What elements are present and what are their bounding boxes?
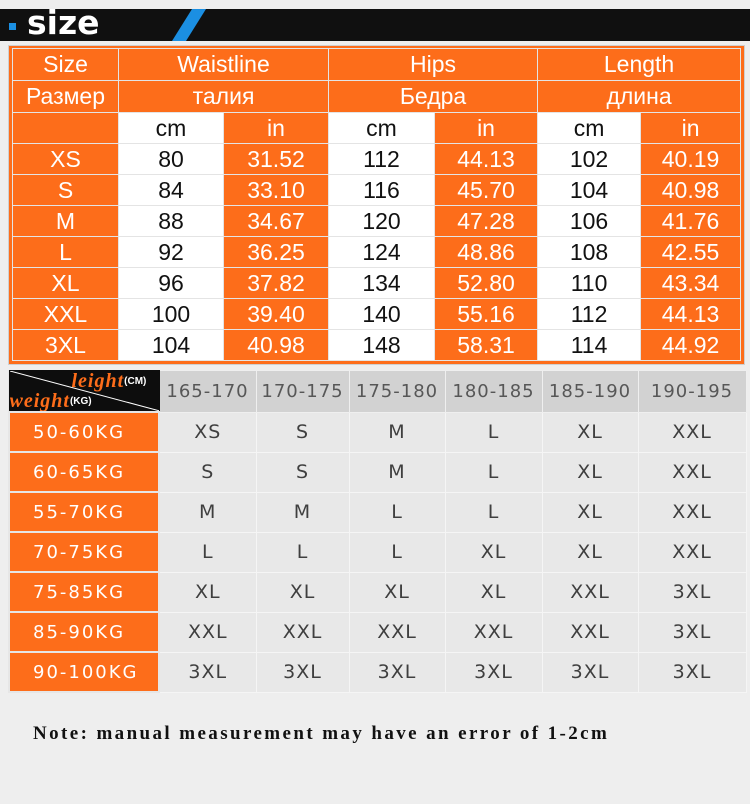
waist-in-cell: 37.82 [224,268,329,299]
fit-row [9,452,746,492]
height-header-row [9,371,746,413]
hips-cm-cell: 140 [329,299,435,330]
length-cm-cell: 112 [538,299,641,330]
hips-in-cell: 52.80 [435,268,538,299]
recommended-size-cell: XXL [445,612,542,652]
length-in-cell: 40.19 [641,144,741,175]
recommended-size-cell: M [159,492,256,532]
size-row [13,144,741,175]
fit-row [9,412,746,452]
waist-cm-cell: 88 [119,206,224,237]
waist-cm-cell: 104 [119,330,224,361]
size-row [13,299,741,330]
hips-header: Hips [329,49,538,81]
size-row [13,268,741,299]
weight-range-label: 50-60KG [9,412,159,452]
size-chart-panel [8,45,745,365]
height-range-header: 185-190 [542,371,638,413]
fit-row [9,532,746,572]
height-range-header: 190-195 [638,371,746,413]
length-in-cell: 42.55 [641,237,741,268]
unit-cm-header: cm [329,113,435,144]
recommended-size-cell: XL [542,532,638,572]
recommended-size-cell: XXL [349,612,445,652]
recommended-size-cell: L [349,492,445,532]
unit-cm-header: cm [538,113,641,144]
recommended-size-cell: XL [542,412,638,452]
hips-in-cell: 44.13 [435,144,538,175]
height-range-header: 165-170 [159,371,256,413]
waist-cm-cell: 100 [119,299,224,330]
hips-cm-cell: 148 [329,330,435,361]
recommended-size-cell: XXL [638,492,746,532]
recommended-size-cell: XXL [542,612,638,652]
recommended-size-cell: S [159,452,256,492]
height-range-header: 180-185 [445,371,542,413]
recommended-size-cell: XXL [638,532,746,572]
hips-in-cell: 47.28 [435,206,538,237]
weight-range-label: 85-90KG [9,612,159,652]
recommended-size-cell: L [159,532,256,572]
size-label: M [13,206,119,237]
length-in-cell: 43.34 [641,268,741,299]
recommended-size-cell: 3XL [638,572,746,612]
recommended-size-cell: L [445,412,542,452]
recommended-size-cell: 3XL [256,652,349,692]
waist-cm-cell: 84 [119,175,224,206]
recommended-size-cell: XL [445,532,542,572]
recommended-size-cell: XXL [542,572,638,612]
recommended-size-cell: XXL [638,452,746,492]
recommended-size-cell: XS [159,412,256,452]
weight-range-label: 55-70KG [9,492,159,532]
recommended-size-cell: L [445,492,542,532]
header-row-ru [13,81,741,113]
unit-row-spacer [13,113,119,144]
hips-in-cell: 55.16 [435,299,538,330]
unit-in-header: in [435,113,538,144]
recommended-size-cell: M [349,452,445,492]
recommended-size-cell: XXL [159,612,256,652]
waist-in-cell: 34.67 [224,206,329,237]
hips-in-cell: 48.86 [435,237,538,268]
size-row [13,237,741,268]
recommended-size-cell: M [256,492,349,532]
size-label: XS [13,144,119,175]
length-in-cell: 40.98 [641,175,741,206]
bullet-square-icon [9,23,16,30]
hips-cm-cell: 112 [329,144,435,175]
height-weight-size-table [8,370,747,693]
weight-range-label: 90-100KG [9,652,159,692]
size-label: XXL [13,299,119,330]
recommended-size-cell: L [256,532,349,572]
size-label: 3XL [13,330,119,361]
recommended-size-cell: S [256,452,349,492]
weight-range-label: 70-75KG [9,532,159,572]
waist-cm-cell: 92 [119,237,224,268]
height-axis-label [72,371,147,392]
fit-row [9,492,746,532]
fit-row [9,572,746,612]
unit-in-header: in [641,113,741,144]
hips-in-cell: 58.31 [435,330,538,361]
weight-axis-label [10,391,92,411]
waist-cm-cell: 96 [119,268,224,299]
fit-row [9,612,746,652]
size-measurement-table [12,48,741,361]
unit-in-header: in [224,113,329,144]
waist-in-cell: 39.40 [224,299,329,330]
unit-row [13,113,741,144]
height-range-header: 170-175 [256,371,349,413]
banner-accent-stripe [172,9,206,41]
recommended-size-cell: XXL [638,412,746,452]
size-row [13,330,741,361]
waist-in-cell: 31.52 [224,144,329,175]
recommended-size-cell: 3XL [445,652,542,692]
weight-range-label: 75-85KG [9,572,159,612]
header-row-en [13,49,741,81]
size-column-header-ru: Размер [13,81,119,113]
waistline-header: Waistline [119,49,329,81]
weight-range-label: 60-65KG [9,452,159,492]
recommended-size-cell: 3XL [159,652,256,692]
size-row [13,206,741,237]
length-cm-cell: 114 [538,330,641,361]
length-cm-cell: 104 [538,175,641,206]
weight-axis-unit: (KG) [69,396,92,407]
height-weight-corner [9,371,159,413]
length-in-cell: 44.13 [641,299,741,330]
length-cm-cell: 108 [538,237,641,268]
fit-row [9,652,746,692]
hips-header-ru: Бедра [329,81,538,113]
title-banner [0,3,750,42]
waist-in-cell: 36.25 [224,237,329,268]
length-cm-cell: 110 [538,268,641,299]
size-label: S [13,175,119,206]
size-label: XL [13,268,119,299]
fit-chart-panel [8,370,745,692]
height-axis-unit: (CM) [124,376,147,387]
hips-cm-cell: 120 [329,206,435,237]
recommended-size-cell: XL [445,572,542,612]
recommended-size-cell: XL [542,492,638,532]
weight-axis-word: weight [9,390,70,411]
recommended-size-cell: XL [159,572,256,612]
waist-cm-cell: 80 [119,144,224,175]
height-axis-word: leight [71,371,125,392]
waist-in-cell: 33.10 [224,175,329,206]
measurement-note: Note: manual measurement may have an error of 1-2cm [33,723,610,744]
recommended-size-cell: XL [256,572,349,612]
length-cm-cell: 106 [538,206,641,237]
hips-cm-cell: 124 [329,237,435,268]
waistline-header-ru: талия [119,81,329,113]
length-in-cell: 41.76 [641,206,741,237]
recommended-size-cell: 3XL [349,652,445,692]
hips-cm-cell: 134 [329,268,435,299]
recommended-size-cell: 3XL [542,652,638,692]
unit-cm-header: cm [119,113,224,144]
corner-inner [10,371,160,411]
recommended-size-cell: S [256,412,349,452]
recommended-size-cell: XXL [256,612,349,652]
page-title: size [27,3,100,42]
height-range-header: 175-180 [349,371,445,413]
recommended-size-cell: XL [542,452,638,492]
recommended-size-cell: L [445,452,542,492]
size-column-header: Size [13,49,119,81]
length-in-cell: 44.92 [641,330,741,361]
length-header-ru: длина [538,81,741,113]
hips-cm-cell: 116 [329,175,435,206]
recommended-size-cell: 3XL [638,612,746,652]
size-label: L [13,237,119,268]
recommended-size-cell: L [349,532,445,572]
recommended-size-cell: 3XL [638,652,746,692]
length-cm-cell: 102 [538,144,641,175]
length-header: Length [538,49,741,81]
recommended-size-cell: XL [349,572,445,612]
waist-in-cell: 40.98 [224,330,329,361]
hips-in-cell: 45.70 [435,175,538,206]
size-row [13,175,741,206]
recommended-size-cell: M [349,412,445,452]
